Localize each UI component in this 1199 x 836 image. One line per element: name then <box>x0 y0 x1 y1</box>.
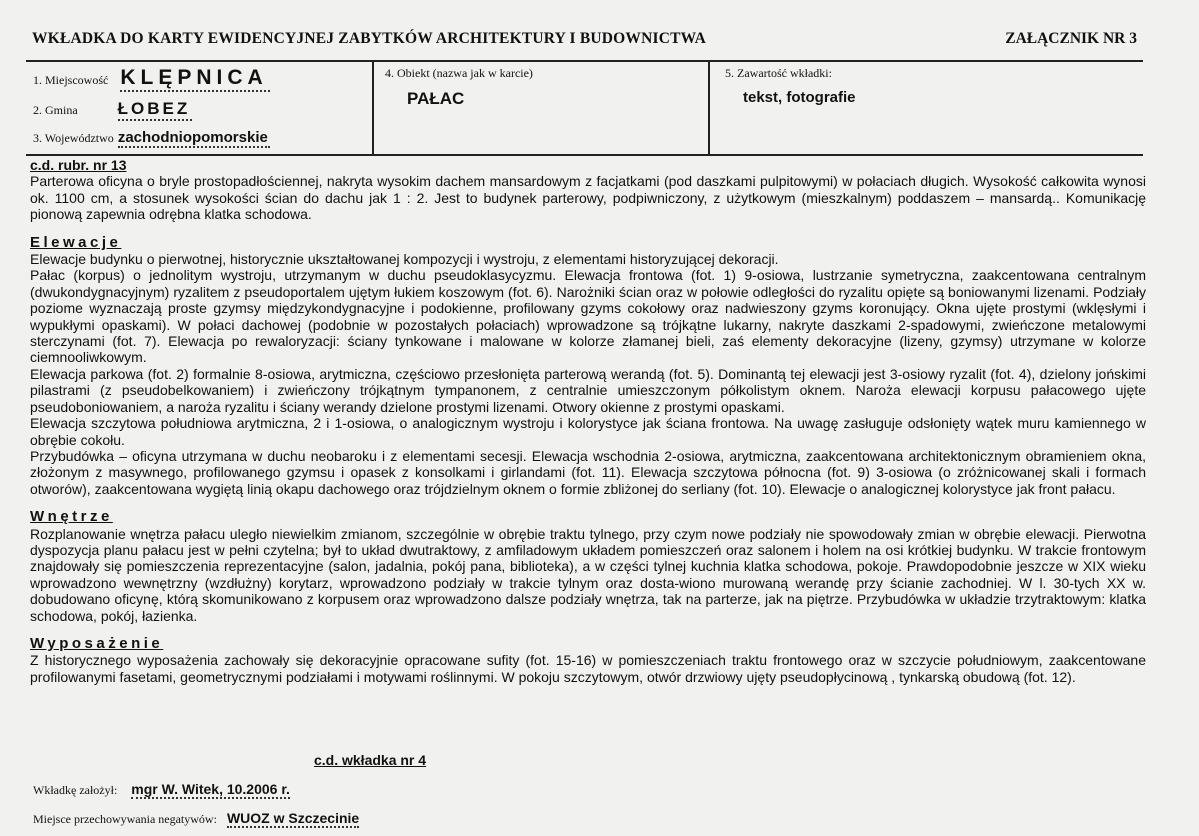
header-top-rule <box>26 60 1143 62</box>
continued-reference: c.d. wkładka nr 4 <box>314 752 427 768</box>
intro-paragraph: Parterowa oficyna o bryle prostopadłościennej, nakryta wysokim dachem mansardowym z facjatkami (pod daszkami pulpitowymi) w połaciach długich. Wysokość całkowita wynosi ok. 1100 cm, a stosunek wysokości ścian do dachu jak 1 : 2. Jest to budynek parterowy, podpiwniczony, z użytkowym (mieszkalnym) poddaszem – mansardą.. Komunikację pionową zapewnia odrębna klatka schodowa. <box>30 173 1146 223</box>
elevations-paragraph: Pałac (korpus) o jednolitym wystroju, utrzymanym w duchu pseudoklasycyzmu. Elewacja frontowa (fot. 1) 9-osiowa, lustrzanie symetryczna, zaakcentowana centralnym (dwukondygnacyjnym) ryzalitem z pseudoportalem ujętym łukiem koszowym (fot. 6). Narożniki ścian oraz w połowie odległości do ryzalitu opięte są boniowanymi lizenami. Podziały poziome wyznaczają proste gzymsy międzykondygnacyjne i podokienne, profilowany gzyms cokołowy oraz nadwieszony gzyms koronujący. Okna ujęte prostymi (wklęsłymi i wypukłymi opaskami). W połaci dachowej (podobnie w pozostałych połaciach) wprowadzone są trójkątne lukarny, nakryte daszkami 2-spadowymi, zwieńczone metalowymi sterczynami (fot. 7). Elewacja po rewaloryzacji: ściany tynkowane i malowane w kolorze złamanej bieli, zaś elementy dekoracyjne (lizeny, gzymsy) utrzymane w kolorze ciemnooliwkowym. <box>30 267 1146 366</box>
object-value: PAŁAC <box>407 89 465 108</box>
storage-label: Miejsce przechowywania negatywów: <box>33 812 217 826</box>
author-value: mgr W. Witek, 10.2006 r. <box>131 781 290 797</box>
object-label: 4. Obiekt (nazwa jak w karcie) <box>385 66 533 80</box>
interior-heading: Wnętrze <box>30 508 113 526</box>
elevations-paragraph: Elewacje budynku o pierwotnej, historycznie ukształtowanej kompozycji i wystroju, z elementami historyzującej dekoracji. <box>30 251 779 268</box>
header-divider-1 <box>372 60 374 155</box>
voivodeship-label: 3. Województwo <box>33 131 114 145</box>
elevations-heading: Elewacje <box>30 233 122 251</box>
document-title: WKŁADKA DO KARTY EWIDENCYJNEJ ZABYTKÓW ARCHITEKTURY I BUDOWNICTWA <box>32 30 707 47</box>
locality-value: KLĘPNICA <box>120 66 269 92</box>
storage-row <box>33 810 359 828</box>
elevations-paragraph: Elewacja szczytowa południowa arytmiczna, 2 i 1-osiowa, o analogicznym wystroju i kolorystyce jak ściana frontowa. Na uwagę zasługuje odsłonięty wątek muru kamiennego w obrębie cokołu. <box>30 415 1146 448</box>
locality-row <box>33 66 270 92</box>
elevations-paragraph: Elewacja parkowa (fot. 2) formalnie 8-osiowa, arytmiczna, częściowo przesłonięta parterową werandą (fot. 5). Dominantą tej elewacji jest 3-osiowy ryzalit (fot. 4), dzielony jońskimi pilastrami (z pseudobelkowaniem) i zwieńczony trójkątnym tympanonem, z centralnie umieszczonym półkolistym oknem. Naroża elewacji korpusu pałacowego ujęte pseudoboniowaniem, a naroża ryzalitu i ściany werandy dzielone prostymi lizenami. Otwory okienne z prostymi opaskami. <box>30 365 1146 415</box>
storage-value: WUOZ w Szczecinie <box>226 810 360 826</box>
furnishings-heading: Wyposażenie <box>30 634 164 652</box>
contents-label: 5. Zawartość wkładki: <box>725 66 832 80</box>
commune-value: ŁOBEZ <box>118 99 193 121</box>
header-bottom-rule <box>26 154 1143 156</box>
continuation-heading: c.d. rubr. nr 13 <box>30 157 127 173</box>
document-body <box>30 157 1146 685</box>
header-divider-2 <box>708 60 710 155</box>
voivodeship-value: zachodniopomorskie <box>117 129 268 146</box>
locality-label: 1. Miejscowość <box>33 73 109 87</box>
interior-paragraph: Rozplanowanie wnętrza pałacu uległo niewielkim zmianom, szczególnie w obrębie traktu tylnego, przy czym nowe podziały nie spowodowały zmian w obrębie elewacji. Pierwotna dyspozycja planu pałacu jest w pełni czytelna; był to układ dwutraktowy, z amfiladowym układem pomieszczeń oraz salonem i holem na osi krótkiej budynku. W trakcie frontowym znajdowały się pomieszczenia reprezentacyjne (salon, jadalnia, pokój pana, biblioteka), a w części tylnej kuchnia klatka schodowa, pokoje. Prawdopodobnie jeszcze w XIX wieku wprowadzono wewnętrzny (wzdłużny) korytarz, wprowadzono podziały w trakcie tylnym oraz dosta-wiono murowaną werandę przy ścianie zachodniej. W l. 30-tych XX w. dobudowano oficynę, którą skomunikowano z korpusem oraz wprowadzono dalsze podziały wnętrza, tak na parterze, jak na piętrze. Przybudówka w układzie trzytraktowym: klatka schodowa, pokój, łazienka. <box>30 525 1146 624</box>
elevations-paragraph: Przybudówka – oficyna utrzymana w duchu neobaroku i z elementami secesji. Elewacja wschodnia 2-osiowa, arytmiczna, zaakcentowana architektonicznym obramieniem okna, złożonym z masywnego, profilowanego gzymsu i opasek z konsolkami i girlandami (fot. 11). Elewacja szczytowa północna (fot. 9) 3-osiowa (o zróżnicowanej skali i formach otworów), zaakcentowana wygiętą linią okapu dachowego oraz trójdzielnym oknem o formie zbliżonej do serliany (fot. 10). Elewacje o analogicznej kolorystyce jak front pałacu. <box>30 447 1146 497</box>
commune-label: 2. Gmina <box>33 103 78 117</box>
voivodeship-row <box>33 129 270 148</box>
furnishings-paragraph: Z historycznego wyposażenia zachowały się dekoracyjnie opracowane sufity (fot. 15-16) w pomieszczeniach traktu frontowego oraz w szczycie południowym, zaakcentowane profilowanymi fasetami, geometrycznymi podziałami i motywami roślinnymi. W pokoju szczytowym, otwór drzwiowy ujęty pseudopłycinową , tynkarską obudową (fot. 12). <box>30 652 1146 685</box>
author-row <box>33 781 290 799</box>
commune-row <box>33 99 192 121</box>
author-label: Wkładkę założył: <box>33 783 118 797</box>
annex-number: ZAŁĄCZNIK NR 3 <box>1005 30 1137 47</box>
contents-value: tekst, fotografie <box>743 89 856 106</box>
